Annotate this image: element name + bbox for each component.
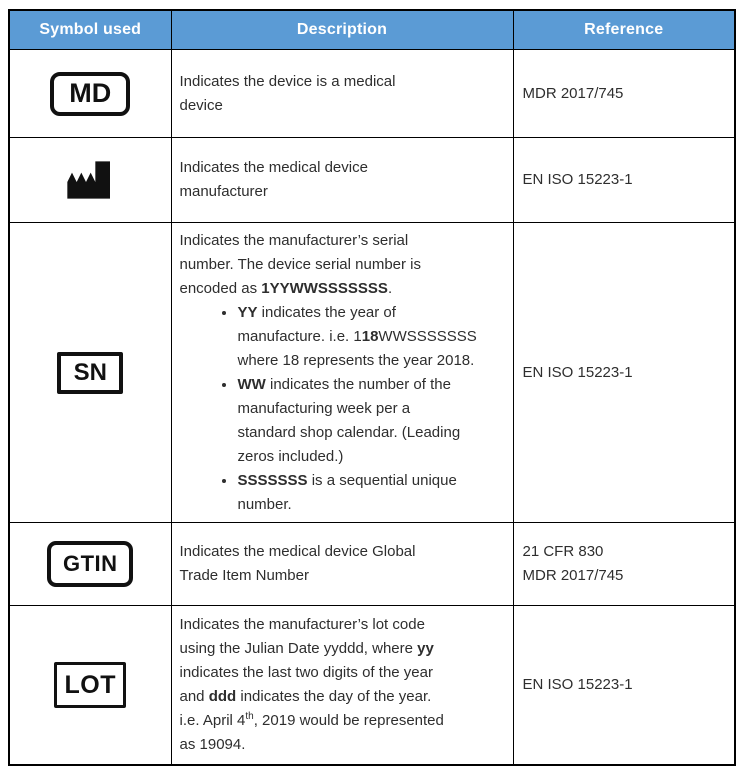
column-header-reference: Reference [513,10,735,50]
lot-symbol-icon: LOT [54,662,126,708]
reference-text: EN ISO 15223-1 [513,223,735,523]
description-intro: Indicates the manufacturer’s serial number. The device serial number is encoded as 1YYWWSSSSSSS. [179,231,422,297]
column-header-description: Description [171,10,513,50]
table-row-md [9,50,735,138]
description-text: Indicates the medical device Global Trade Item Number [171,523,513,606]
table-row-manufacturer [9,138,735,223]
bullet-item-ww: • WW indicates the number of the manufacturing week per a standard shop calendar. (Leading zeros included.) [237,373,505,469]
symbols-table [8,9,736,766]
bullet-item-sssssss: • SSSSSSS is a sequential unique number. [237,469,505,517]
description-text [171,223,513,523]
manufacturer-factory-icon [66,160,114,200]
reference-text: MDR 2017/745 [513,50,735,138]
bullet-item-yy: • YY indicates the year of manufacture. i.e. 118WWSSSSSSS where 18 represents the year 2018. [237,301,505,373]
symbol-cell [9,138,171,223]
symbol-cell [9,606,171,766]
description-bullet-list [180,301,505,517]
symbol-cell [9,50,171,138]
reference-text: 21 CFR 830 MDR 2017/745 [513,523,735,606]
description-text: Indicates the manufacturer’s lot code using the Julian Date yyddd, where yy indicates the last two digits of the year and ddd indicates the day of the year. i.e. April 4th, 2019 would be represented as 19094. [171,606,513,766]
table-row-sn [9,223,735,523]
description-text: Indicates the device is a medical device [171,50,513,138]
table-row-lot [9,606,735,766]
table-row-gtin [9,523,735,606]
md-symbol-icon: MD [50,72,130,116]
reference-text: EN ISO 15223-1 [513,606,735,766]
reference-text: EN ISO 15223-1 [513,138,735,223]
symbol-cell [9,523,171,606]
gtin-symbol-icon: GTIN [47,541,133,587]
symbol-cell [9,223,171,523]
description-text: Indicates the medical device manufacturer [171,138,513,223]
column-header-symbol-used: Symbol used [9,10,171,50]
sn-symbol-icon: SN [57,352,123,394]
header-row [9,10,735,50]
